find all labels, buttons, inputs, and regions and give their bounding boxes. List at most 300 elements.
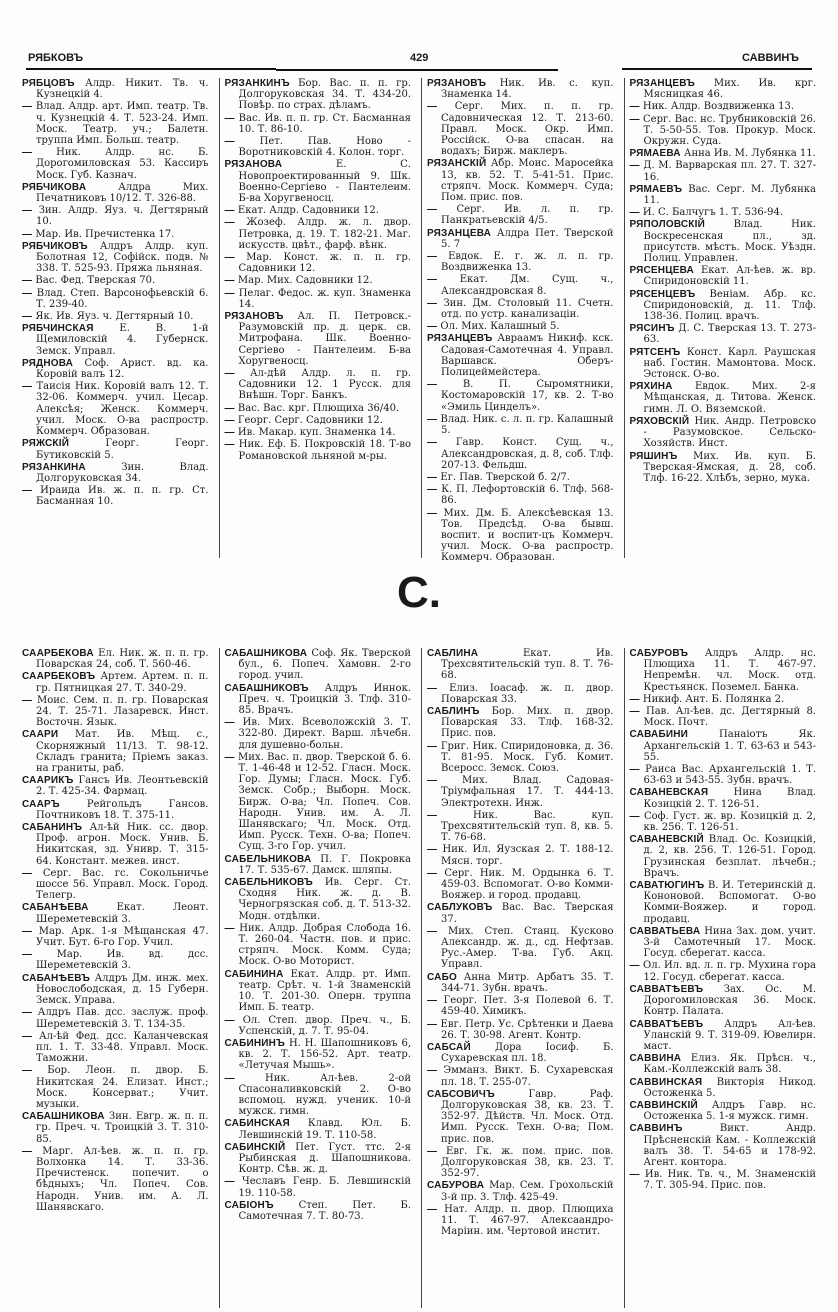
directory-entry — [427, 1204, 614, 1238]
entry-details: Екат. Алдр. рт. Имп. театр. Срѣт. ч. 1-й Знаменскій 10. Т. 201-30. Оперн. труппа Имп. Б. театр. — [238, 968, 411, 1014]
column — [421, 648, 614, 1308]
directory-entry — [22, 288, 209, 310]
entry-details: Вас. Фед. Тверская 70. — [35, 275, 156, 287]
directory-entry — [22, 485, 209, 507]
entry-surname: СААРБЕКОВА — [22, 648, 94, 659]
header-rule — [276, 69, 558, 71]
directory-entry — [225, 275, 412, 286]
entry-surname: — — [629, 113, 640, 125]
entry-surname: — — [224, 751, 235, 763]
entry-surname: — — [629, 764, 640, 776]
directory-entry — [427, 1146, 614, 1180]
directory-entry — [630, 219, 817, 264]
entry-surname: САБСАЙ — [427, 1041, 471, 1053]
column — [219, 78, 412, 558]
directory-entry — [427, 333, 614, 378]
bottom-section — [22, 648, 816, 1308]
entry-details: Д. М. Варварская пл. 27. Т. 327-16. — [643, 160, 816, 183]
entry-surname: — — [427, 297, 438, 309]
entry-details: Зах. Ос. М. Дорогомиловская 36. Моск. Контр. Палата. — [643, 983, 817, 1018]
directory-entry — [22, 182, 209, 204]
directory-entry — [225, 205, 412, 216]
entry-surname: САБЛУКОВЪ — [427, 902, 493, 914]
entry-details: Гансъ Ив. Леонтьевскій 2. Т. 425-34. Фармац. — [36, 775, 209, 798]
directory-entry — [22, 275, 209, 286]
entry-surname: — — [629, 810, 640, 822]
entry-details: Пет. Пав. Ново - Воротниковскій 4. Колон. торг. — [238, 136, 411, 159]
entry-surname: СААРИКЪ — [22, 775, 74, 787]
entry-surname: — — [629, 207, 640, 219]
entry-details: Раиса Вас. Архангельскій 1. Т. 63-63 и 543-55. Зубн. врачъ. — [643, 764, 816, 787]
entry-surname: РЯЗАНЦЕВА — [427, 227, 492, 239]
column — [421, 78, 614, 564]
entry-details: Мих. Влад. Садовая-Тріумфальная 17. Т. 444-13. Электротехн. Инж. — [441, 775, 614, 809]
entry-surname: САБИНСКІЙ — [224, 1141, 286, 1153]
entry-details: Мих. Ив. куп. Б. Тверская-Ямская, д. 28, соб. Тлф. 16-22. Хлѣбъ, зерно, мука. — [643, 450, 816, 484]
entry-details: Нина Зах. дом. учит. 3-й Самотечный 17. Моск. Госуд. сберегат. касса. — [643, 925, 816, 960]
column — [624, 78, 817, 558]
directory-entry — [630, 1053, 817, 1075]
column — [22, 648, 209, 1308]
directory-entry — [22, 729, 209, 774]
directory-entry — [225, 403, 412, 414]
directory-entry — [225, 969, 412, 1014]
entry-details: Мих. Дм. Б. Алексѣевская 13. Тов. Предсѣд. О-ва бывш. воспит. и воспит-цъ Коммерч. учил. Моск. О-ва распростр. Коммерч. Образован. — [441, 507, 614, 564]
entry-surname: — — [629, 693, 640, 705]
directory-entry — [427, 810, 614, 844]
directory-entry — [22, 205, 209, 227]
entry-surname: РЯЗАНСКІЙ — [427, 158, 487, 170]
entry-details: Ег. Пав. Тверской б. 2/7. — [440, 471, 570, 483]
entry-details: Ив. Мих. Всеволожскій 3. Т. 322-80. Директ. Варш. лѣчебн. для душевно-больн. — [238, 717, 411, 751]
entry-surname: — — [427, 809, 438, 821]
entry-surname: — — [22, 867, 33, 879]
column — [22, 78, 209, 558]
entry-details: Вас. Серг. М. Лубянка 11. — [643, 183, 816, 207]
entry-surname: — — [22, 147, 33, 159]
entry-details: И. С. Балчугъ 1. Т. 536-94. — [642, 207, 784, 219]
directory-entry — [630, 114, 817, 148]
directory-entry — [427, 321, 614, 332]
entry-surname: РЯХОВСКІЙ — [629, 415, 690, 427]
entry-surname: — — [22, 1065, 33, 1077]
entry-details: Ник. Алдр. Добрая Слобода 16. Т. 260-04. Частн. пов. и прис. стряпч. Моск. Комм. Суда; Моск. О-во Моторист. — [238, 922, 411, 968]
entry-details: Георг. Пет. 3-я Полевой 6. Т. 459-40. Химикъ. — [441, 995, 614, 1018]
entry-details: Екат. Дм. Сущ. ч., Александровская 8. — [441, 274, 614, 297]
entry-details: Ел. Ник. ж. п. п. гр. Поварская 24, соб. Т. 560-46. — [36, 648, 209, 671]
entry-details: Ираида Ив. ж. п. п. гр. Ст. Басманная 10. — [36, 485, 209, 508]
directory-entry — [630, 694, 817, 705]
entry-surname: СААРБЕКОВЪ — [22, 671, 96, 683]
entry-surname: РЯТСЕНЪ — [629, 346, 681, 358]
directory-entry — [630, 416, 817, 450]
entry-details: Евдок. Мих. 2-я Мѣщанская, д. Титова. Женск. гимн. Л. О. Вяземской. — [643, 381, 816, 415]
entry-surname: — — [224, 402, 235, 414]
entry-surname: РЯЗАНОВЪ — [224, 311, 284, 323]
header-rule — [26, 68, 276, 70]
directory-entry — [22, 822, 209, 867]
entry-details: В. И. Тетеринскій д. Кононовой. Вспомогат. О-во Комми-Вояжер. и город. продавц. — [643, 880, 816, 925]
entry-details: Жозеф. Алдр. ж. л. двор. Петровка, д. 19. Т. 182-21. Маг. искусств. цвѣт., фарф. вѣнк. — [238, 217, 411, 251]
entry-details: Ал-ѣй Ник. сс. двор. Проф. агрон. Моск. Унив. Б. Никитская, зд. Унивр. Т. 315-64. Констант. межев. инст. — [36, 822, 209, 867]
entry-details: Ал-дѣй Алдр. л. п. гр. Садовники 12. 1 Русск. для Внѣшн. Торг. Банкъ. — [238, 368, 411, 402]
directory-entry — [427, 101, 614, 157]
entry-surname: — — [22, 949, 33, 961]
entry-surname: РЯЗАНЦЕВЪ — [629, 78, 696, 89]
directory-entry — [225, 717, 412, 751]
entry-details: Е. С. Новопроектированный 9. Шк. Военно-Сергіево - Пантелеим. Б-ва Хоругвеносц. — [238, 159, 411, 205]
entry-details: Влад. Ник. Воскресенская пл., зд. присутств. мѣстъ. Моск. Уѣздн. Полиц. Управлен. — [643, 219, 816, 265]
entry-details: Викторія Никод. Остоженка 5. — [643, 1076, 816, 1099]
entry-details: Алдръ Дм. инж. мех. Новослободская, д. 15 Губерн. Земск. Управа. — [36, 972, 209, 1007]
directory-entry — [22, 775, 209, 797]
directory-entry — [427, 995, 614, 1017]
entry-details: Ник. Ил. Яузская 2. Т. 188-12. Мясн. торг. — [441, 844, 614, 867]
directory-entry — [427, 437, 614, 471]
entry-surname: РЯЗАНКИНА — [22, 461, 86, 473]
entry-details: Григ. Ник. Спиридоновка, д. 36. Т. 81-95. Моск. Губ. Комит. Всеросс. Земск. Союз. — [440, 740, 614, 775]
entry-details: Дора Іосиф. Б. Сухаревская пл. 18. — [441, 1041, 614, 1065]
entry-details: Ник. Вас. куп. Трехсвятительскій туп. 8, кв. 5. Т. 76-68. — [441, 809, 614, 844]
directory-entry — [225, 311, 412, 367]
entry-details: Влад. Ос. Козицкій, д. 2, кв. 256. Т. 126-51. Город. Грузинская безплат. лѣчебн.; Врачъ. — [643, 834, 817, 879]
entry-surname: — — [427, 251, 438, 263]
entry-details: В. П. Сыромятники, Костомаровскій 17, кв. 2. Т-во «Эмиль Цинделъ». — [441, 379, 614, 413]
entry-surname: — — [224, 427, 235, 439]
entry-details: Мар. Ив. вд. дсс. Шереметевскій 3. — [36, 949, 209, 972]
entry-surname: САВАТЮГИНЪ — [629, 880, 705, 892]
entry-details: Алдръ Алдр. куп. Болотная 12, Софійск. подв. № 338. Т. 525-93. Пряжа льняная. — [36, 240, 209, 275]
directory-entry — [22, 949, 209, 971]
entry-surname: — — [22, 1145, 33, 1157]
directory-entry — [630, 381, 817, 415]
directory-entry — [630, 101, 817, 112]
entry-surname: САВВИНСКАЯ — [629, 1076, 703, 1088]
entry-surname: — — [427, 484, 438, 496]
entry-details: Алдра Пет. Тверской 5. 7 — [441, 227, 614, 250]
directory-entry — [630, 78, 817, 100]
directory-entry — [630, 648, 817, 693]
entry-surname: — — [22, 381, 33, 393]
entry-surname: САБАНѢЕВА — [22, 902, 89, 914]
entry-details: Алдр. Никит. Тв. ч. Кузнецкій 4. — [36, 78, 209, 101]
directory-entry — [630, 1123, 817, 1168]
entry-details: Пет. Густ. ттс. 2-я Рыбинская д. Шапошникова. Контр. Сѣв. ж. д. — [238, 1141, 411, 1176]
entry-details: Алдръ Алдр. нс. Плющиха 11. Т. 467-97. Непремѣн. чл. Моск. отд. Крестьянск. Поземел. Банка. — [643, 648, 817, 693]
directory-entry — [630, 811, 817, 833]
entry-surname: — — [427, 321, 438, 333]
directory-entry — [22, 462, 209, 484]
directory-entry — [630, 1019, 817, 1053]
entry-surname: — — [224, 136, 235, 148]
entry-details: Нина Влад. Козицкій 2. Т. 126-51. — [643, 787, 816, 810]
entry-surname: САБИНСКАЯ — [224, 1118, 290, 1130]
entry-details: Екат. Ал-ѣев. ж. вр. Спиридоновскій 11. — [643, 265, 816, 288]
directory-entry — [22, 671, 209, 693]
entry-surname: САБАШНИКОВА — [22, 1111, 105, 1123]
directory-entry — [22, 926, 209, 948]
entry-surname: — — [427, 413, 438, 425]
directory-entry — [22, 323, 209, 357]
header-rule — [622, 68, 812, 70]
entry-details: Панаіотъ Як. Архангельскій 1. Т. 63-63 и 543-55. — [643, 729, 816, 763]
running-head-left: РЯБКОВЪ — [28, 52, 84, 64]
entry-details: Вас. Вас. крг. Плющиха 36/40. — [237, 402, 400, 414]
directory-entry — [630, 184, 817, 206]
entry-surname: — — [427, 682, 438, 694]
entry-details: Серг. Ник. М. Ордынка 6. Т. 459-03. Вспомогат. О-во Комми-Вояжер. и город. продавц. — [441, 867, 614, 902]
entry-surname: САБЛИНЪ — [427, 706, 480, 718]
entry-surname: РЯСИНЪ — [629, 323, 675, 335]
directory-entry — [630, 984, 817, 1018]
directory-entry — [22, 648, 209, 670]
entry-details: Ник. Еф. Б. Покровскій 18. Т-во Романовской льняной м-ры. — [238, 439, 411, 462]
entry-surname: — — [427, 507, 438, 519]
directory-entry — [22, 101, 209, 146]
entry-surname: — — [629, 960, 640, 972]
directory-entry — [427, 926, 614, 971]
entry-surname: — — [427, 925, 438, 937]
entry-surname: — — [224, 252, 235, 264]
directory-entry — [22, 358, 209, 380]
directory-entry — [427, 158, 614, 203]
directory-entry — [225, 1015, 412, 1037]
entry-surname: — — [629, 160, 640, 172]
entry-details: Георг. Георг. Бутиковскій 5. — [36, 438, 209, 461]
entry-details: Марг. Ал-ѣев. ж. п. п. гр. Волхонка 14. Т. 33-36. Пречистенск. попечит. о бѣдныхъ; Чл. Попеч. Сов. Народн. Унив. им. А. Л. Шанявскаго. — [36, 1145, 209, 1213]
directory-entry — [22, 1146, 209, 1213]
entry-details: Степ. Пет. Б. Самотечная 7. Т. 80-73. — [238, 1199, 411, 1222]
entry-surname: САБАШНИКОВА — [224, 648, 308, 659]
directory-entry — [22, 973, 209, 1007]
entry-details: Мар. Сем. Грохольскій 3-й пр. 3. Тлф. 425-49. — [441, 1180, 614, 1203]
directory-entry — [427, 972, 614, 994]
entry-surname: РЯПОЛОВСКІЙ — [629, 219, 705, 231]
directory-entry — [427, 508, 614, 564]
directory-entry — [22, 381, 209, 437]
entry-surname: САБСОВИЧЪ — [427, 1088, 495, 1100]
directory-entry — [22, 799, 209, 821]
directory-entry — [225, 1073, 412, 1118]
entry-details: Серг. Вас. гс. Сокольничье шоссе 56. Управл. Моск. Город. Телегр. — [36, 867, 209, 902]
directory-entry — [427, 484, 614, 506]
entry-surname: — — [224, 287, 235, 299]
entry-surname: САВВАТѢЕВЪ — [629, 983, 704, 995]
entry-surname: — — [224, 112, 235, 124]
entry-details: Соф. Як. Тверской бул., 6. Попеч. Хамовн. 2-го город. учил. — [238, 648, 411, 682]
entry-details: Н. Н. Шапошниковъ 6, кв. 2. Т. 156-52. Арт. театр. «Летучая Мышь». — [238, 1037, 411, 1072]
entry-details: Клавд. Юл. Б. Левшинскій 19. Т. 110-58. — [238, 1118, 411, 1141]
directory-entry — [225, 427, 412, 438]
entry-surname: РЯШИНЪ — [629, 450, 678, 462]
entry-surname: — — [22, 1030, 33, 1042]
entry-surname: РЯСЕНЦЕВА — [629, 265, 694, 277]
directory-entry — [225, 648, 412, 682]
directory-entry — [630, 880, 817, 925]
entry-surname: — — [22, 1007, 33, 1019]
entry-details: Серг. Мих. п. п. гр. Садовническая 12. Т. 213-60. Правл. Моск. Окр. Имп. Россійск. О-ва спасан. на водахъ; Бирж. маклеръ. — [441, 101, 614, 158]
directory-entry — [225, 923, 412, 968]
entry-details: Абр. Моис. Маросейка 13, кв. 52. Т. 5-41-51. Прис. стряпч. Моск. Коммерч. Суда; Пом. прис. пов. — [441, 158, 614, 204]
entry-details: Зин. Дм. Столовый 11. Счетн. отд. по устр. канализаціи. — [441, 297, 614, 321]
entry-surname: РЯСЕНЦЕВЪ — [629, 288, 696, 300]
directory-entry — [427, 741, 614, 775]
directory-entry — [22, 147, 209, 181]
entry-surname: РЯЖСКІЙ — [22, 438, 70, 450]
entry-details: Веніам. Абр. кс. Спиридоновскій, д. 11. Тлф. 138-36. Полиц. врачъ. — [643, 288, 816, 323]
entry-surname: — — [22, 485, 33, 497]
directory-entry — [225, 1142, 412, 1176]
entry-details: Пав. Ал-ѣев. дс. Дегтярный 8. Моск. Почт. — [643, 706, 816, 729]
entry-details: Мар. Конст. ж. п. п. гр. Садовники 12. — [238, 252, 411, 275]
entry-surname: РЯЗАНЦЕВЪ — [427, 333, 493, 345]
entry-surname: РЯБЧИКОВЪ — [22, 240, 88, 252]
directory-entry — [427, 683, 614, 705]
section-letter: С. — [397, 568, 441, 617]
entry-surname: САБУРОВА — [427, 1180, 485, 1192]
entry-details: Викт. Андр. Прѣсненскій Кам. - Коллежскій валъ 38. Т. 54-65 и 178-92. Агент. контора. — [643, 1123, 816, 1168]
entry-surname: САБИНИНА — [224, 968, 284, 980]
entry-details: Чеславъ Генр. Б. Левшинскій 19. 110-58. — [238, 1176, 411, 1199]
directory-entry — [427, 472, 614, 483]
directory-entry — [225, 159, 412, 204]
directory-entry — [427, 775, 614, 809]
entry-details: Влад. Ник. с. л. п. гр. Калашный 5. — [440, 413, 614, 437]
entry-surname: САВВАТЬЕВА — [629, 925, 701, 937]
entry-details: Зин. Алдр. Яуз. ч. Дегтярный 10. — [36, 205, 209, 228]
directory-entry — [427, 706, 614, 740]
entry-details: Е. В. 1-й Щемиловскій 4. Губернск. Земск. Управл. — [36, 323, 209, 357]
entry-surname: САБЕЛЬНИКОВА — [224, 853, 312, 865]
entry-details: Ник. Ив. с. куп. Знаменка 14. — [441, 78, 614, 101]
entry-surname: — — [22, 311, 33, 323]
entry-details: Эмманз. Викт. Б. Сухаревская пл. 18. Т. 255-07. — [441, 1065, 614, 1088]
column — [219, 648, 412, 1308]
directory-entry — [225, 439, 412, 461]
directory-entry — [22, 868, 209, 902]
directory-entry — [427, 228, 614, 250]
entry-surname: — — [629, 101, 640, 113]
directory-entry — [427, 379, 614, 413]
directory-entry — [427, 844, 614, 866]
entry-surname: САВВИНА — [629, 1053, 682, 1065]
entry-surname: — — [22, 275, 33, 287]
entry-details: Ив. Серг. Ст. Сходня Ник. ж. д. В. Черногрязская соб. д. Т. 513-32. Модн. отдѣлки. — [238, 877, 411, 922]
entry-surname: — — [427, 379, 438, 391]
directory-entry — [427, 78, 614, 100]
entry-surname: — — [22, 694, 33, 706]
directory-entry — [630, 834, 817, 879]
entry-surname: — — [224, 717, 235, 729]
directory-entry — [427, 274, 614, 296]
entry-details: Ник. Ал-ѣев. 2-ой Спасоналивковскій 2. О-во вспомоц. нужд. ученик. 10-й мужск. гимн. — [238, 1072, 411, 1118]
entry-details: Бор. Леон. п. двор. Б. Никитская 24. Елизат. Инст.; Моск. Консерват.; Учит. музыки. — [36, 1065, 209, 1110]
entry-details: Мар. Арк. 1-я Мѣщанская 47. Учит. Бут. 6-го Гор. Учил. — [36, 925, 209, 949]
directory-entry — [427, 414, 614, 436]
directory-entry — [630, 960, 817, 982]
directory-entry — [225, 854, 412, 876]
entry-surname: — — [629, 1169, 640, 1181]
directory-entry — [630, 926, 817, 960]
top-section — [22, 78, 816, 564]
entry-details: Ив. Макар. куп. Знаменка 14. — [237, 427, 396, 439]
entry-surname: РЯБЦОВЪ — [22, 78, 75, 89]
entry-surname: — — [224, 275, 235, 287]
entry-details: Таисія Ник. Коровій валъ 12. Т. 32-06. Коммерч. учил. Цесар. Алексѣя; Женск. Коммерч. учил. Моск. О-ва распростр. Коммерч. Образован. — [36, 381, 209, 438]
entry-details: Евдок. Е. г. ж. л. п. гр. Воздвиженка 13. — [441, 251, 614, 274]
entry-surname: — — [427, 1018, 438, 1030]
entry-surname: СААРЪ — [22, 798, 60, 810]
directory-entry — [225, 1176, 412, 1198]
entry-surname: — — [22, 205, 33, 217]
directory-entry — [630, 706, 817, 728]
directory-entry — [630, 323, 817, 345]
entry-surname: РЯМАЕВЪ — [629, 183, 683, 195]
directory-entry — [630, 764, 817, 786]
entry-details: Екат. Алдр. Садовники 12. — [237, 205, 379, 217]
entry-details: Вас. Вас. Тверская 37. — [441, 902, 614, 925]
directory-entry — [22, 241, 209, 275]
entry-surname: САВВАТѢЕВЪ — [629, 1018, 704, 1030]
entry-surname: САВВИНСКІЙ — [629, 1099, 698, 1111]
entry-surname: — — [224, 439, 235, 451]
entry-details: Мат. Ив. Мѣщ. с., Скорняжный 11/13. Т. 98-12. Складъ гранита; Пріемъ заказ. на граниты, раб. — [36, 729, 209, 775]
entry-details: Георг. Серг. Садовники 12. — [237, 414, 383, 426]
entry-surname: СААРИ — [22, 729, 59, 741]
entry-surname: — — [224, 414, 235, 426]
entry-details: Д. С. Тверская 13. Т. 273-63. — [643, 323, 816, 346]
entry-details: Соф. Густ. ж. вр. Козицкій д. 2, кв. 256. Т. 126-51. — [643, 810, 816, 834]
entry-surname: САБАНИНЪ — [22, 822, 83, 834]
directory-entry — [427, 902, 614, 924]
entry-surname: САБАШНИКОВЪ — [224, 682, 309, 694]
entry-details: Алдръ Гавр. нс. Остоженка 5. 1-я мужск. гимн. — [643, 1099, 816, 1123]
entry-details: Анна Митр. Арбатъ 35. Т. 344-71. Зубн. врачъ. — [441, 971, 614, 994]
directory-entry — [630, 1077, 817, 1099]
directory-entry — [22, 1111, 209, 1145]
entry-surname: — — [224, 922, 235, 934]
entry-details: К. П. Лефортовскій 6. Тлф. 568-86. — [441, 484, 614, 507]
entry-details: Влад. Степ. Варсонофьевскій 6. Т. 239-40. — [36, 287, 209, 310]
directory-entry — [225, 683, 412, 717]
directory-entry — [225, 113, 412, 135]
entry-details: Авраамъ Никиф. кск. Садовая-Самотечная 4. Управл. Варшавск. Оберъ-Полицеймейстера. — [441, 333, 614, 379]
entry-details: Соф. Арист. вд. ка. Коровій валъ 12. — [36, 357, 209, 381]
entry-details: Мар. Ив. Пречистенка 17. — [35, 228, 175, 240]
directory-entry — [630, 160, 817, 182]
directory-entry — [427, 648, 614, 682]
entry-details: Ник. Алдр. Воздвиженка 13. — [642, 101, 795, 113]
entry-surname: — — [224, 368, 235, 380]
directory-entry — [225, 1118, 412, 1140]
entry-details: Як. Ив. Яуз. ч. Дегтярный 10. — [35, 311, 194, 323]
directory-entry — [630, 347, 817, 381]
entry-surname: РЯЗАНКИНЪ — [224, 78, 290, 89]
entry-details: Ол. Мих. Калашный 5. — [440, 321, 560, 333]
entry-details: Ив. Ник. Тв. ч., М. Знаменскій 7. Т. 305-94. Прис. пов. — [643, 1169, 816, 1192]
directory-entry — [225, 1200, 412, 1222]
entry-surname: РЯМАЕВА — [629, 148, 681, 160]
directory-entry — [22, 78, 209, 100]
entry-details: Бор. Мих. п. двор. Поварская 33. Тлф. 168-32. Прис. пов. — [441, 706, 614, 740]
entry-surname: РЯБЧИНСКАЯ — [22, 323, 94, 335]
entry-details: Евг. Петр. Ус. Срѣтенки и Даева 26. Т. 30-98. Агент. Контр. — [440, 1018, 614, 1041]
entry-surname: САВАБИНИ — [629, 729, 689, 741]
entry-details: Зин. Влад. Долгоруковская 34. — [36, 461, 209, 484]
entry-details: Гавр. Конст. Сущ. ч., Александровская, д. 8, соб. Тлф. 207-13. Фельдш. — [441, 437, 614, 471]
entry-surname: — — [427, 995, 438, 1007]
entry-surname: САБУРОВЪ — [629, 648, 689, 659]
